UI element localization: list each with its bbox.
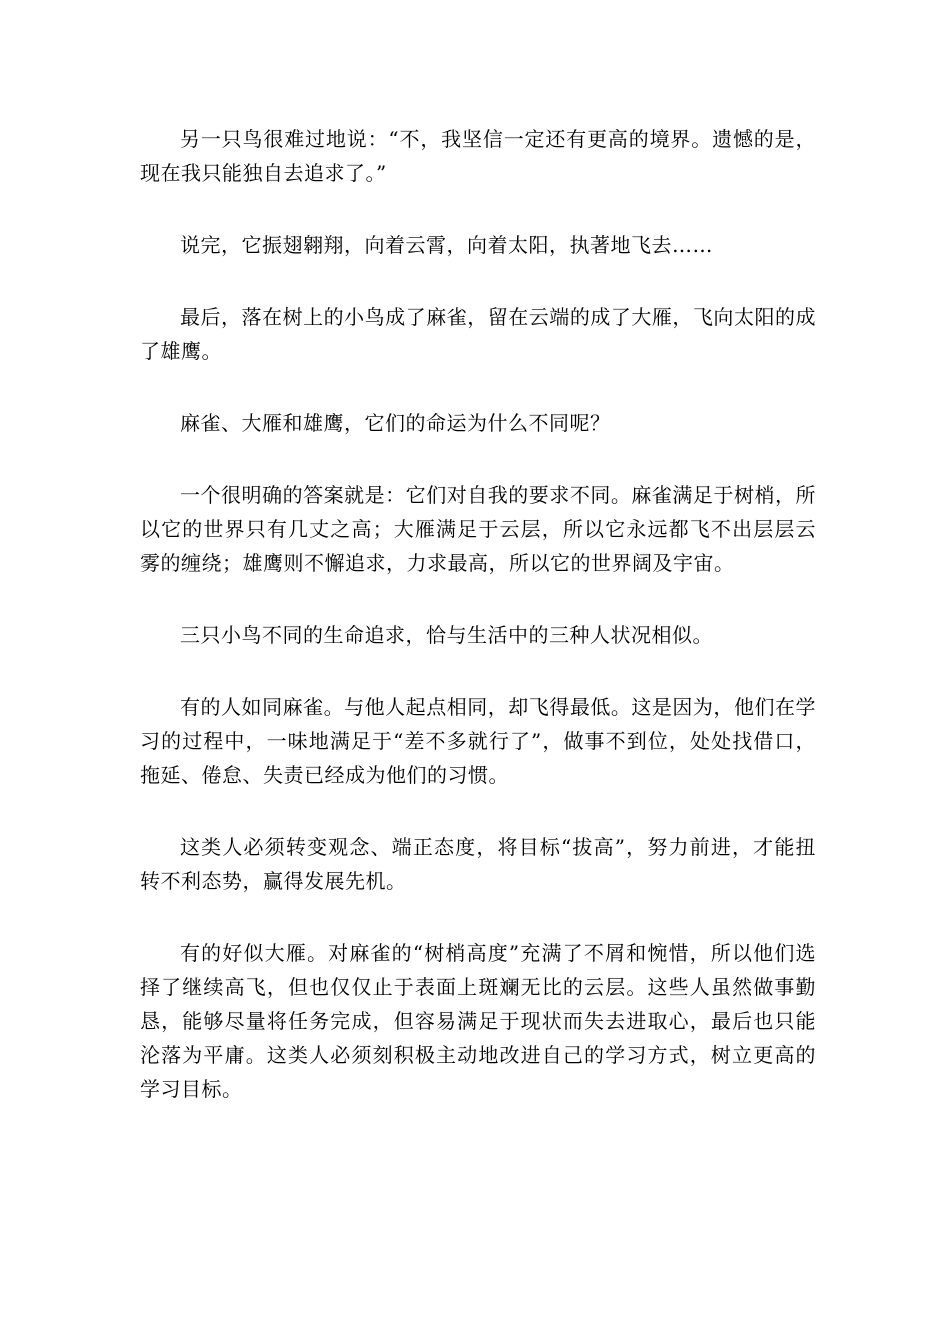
paragraph-9: 有的好似大雁。对麻雀的“树梢高度”充满了不屑和惋惜，所以他们选择了继续高飞，但也仅仅止于表面上斑斓无比的云层。这些人虽然做事勤恳，能够尽量将任务完成，但容易满足于现状而失去进取心，最后也只能沦落为平庸。这类人必须刻积极主动地改进自己的学习方式，树立更高的学习目标。 bbox=[140, 941, 816, 1101]
paragraph-5: 一个很明确的答案就是：它们对自我的要求不同。麻雀满足于树梢，所以它的世界只有几丈之高；大雁满足于云层，所以它永远都飞不出层层云雾的缠绕；雄鹰则不懈追求，力求最高，所以它的世界阔及宇宙。 bbox=[140, 483, 816, 575]
paragraph-8: 这类人必须转变观念、端正态度，将目标“拔高”，努力前进，才能扭转不利态势，赢得发展先机。 bbox=[140, 835, 816, 893]
document-page bbox=[140, 122, 816, 1144]
paragraph-7: 有的人如同麻雀。与他人起点相同，却飞得最低。这是因为，他们在学习的过程中，一味地满足于“差不多就行了”，做事不到位，处处找借口，拖延、倦怠、失责已经成为他们的习惯。 bbox=[140, 695, 816, 787]
paragraph-2: 说完，它振翅翱翔，向着云霄，向着太阳，执著地飞去…… bbox=[180, 233, 713, 257]
paragraph-6: 三只小鸟不同的生命追求，恰与生活中的三种人状况相似。 bbox=[180, 623, 713, 647]
paragraph-3: 最后，落在树上的小鸟成了麻雀，留在云端的成了大雁，飞向太阳的成了雄鹰。 bbox=[140, 305, 816, 363]
paragraph-1: 另一只鸟很难过地说：“不，我坚信一定还有更高的境界。遗憾的是，现在我只能独自去追求了。” bbox=[140, 127, 816, 185]
paragraph-4: 麻雀、大雁和雄鹰，它们的命运为什么不同呢？ bbox=[180, 411, 611, 435]
